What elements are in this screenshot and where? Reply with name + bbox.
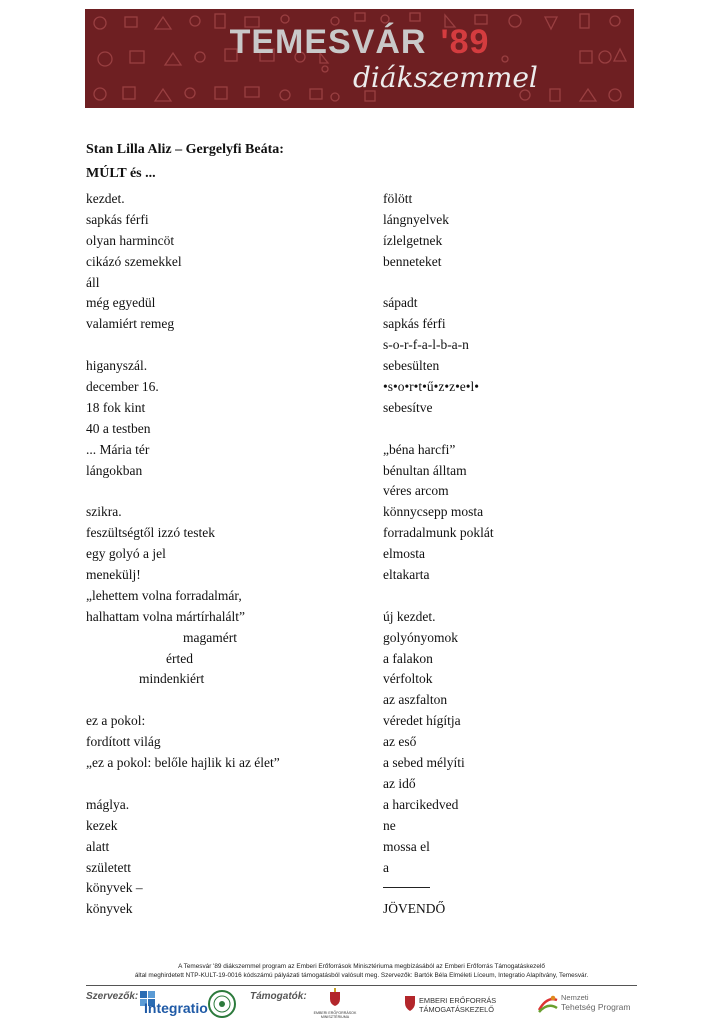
footer-line-2: által meghirdetett NTP-KULT-19-0016 kódszámú pályázati támogatásból valósult meg. Szervezők: Bartók Béla Elméleti Líceum, Integratio Alapítvány, Temesvár.	[134, 972, 589, 979]
poem-line: cikázó szemekkel	[86, 253, 182, 269]
poem-line: ízlelgetnek	[383, 232, 443, 248]
poem-line: sápadt	[383, 295, 418, 311]
header-banner	[85, 9, 634, 108]
ministry-name-2: MINISZTÉRIUMA	[320, 1015, 350, 1019]
poem-line: sapkás férfi	[86, 211, 149, 227]
poem-line: 40 a testben	[86, 420, 151, 436]
banner-title	[85, 23, 634, 62]
poem-line: érted	[166, 650, 193, 666]
poem-line: egy golyó a jel	[86, 546, 166, 562]
ntp-logo	[537, 992, 637, 1018]
poem-line: mindenkiért	[139, 671, 205, 687]
poem-line: halhattam volna mártírhalált”	[86, 608, 245, 624]
footer-line-1: A Temesvár '89 diákszemmel program az Emberi Erőforrások Minisztériuma megbízásából az Emberi Erőforrás Támogatáskezelő	[178, 963, 545, 970]
poem-line: benneteket	[383, 253, 442, 269]
poem-line: áll	[86, 274, 100, 290]
poem-line	[383, 419, 494, 440]
ministry-name-1: EMBERI ERŐFORRÁSOK	[313, 1011, 357, 1015]
sponsors-label: Támogatók:	[250, 991, 307, 1002]
poem-line: JÖVENDŐ	[383, 901, 446, 917]
poem-line: fölött	[383, 191, 413, 206]
poem-line: szikra.	[86, 504, 122, 520]
poem-line: véredet hígítja	[383, 713, 461, 729]
poem-line: új kezdet.	[383, 608, 436, 624]
poem-line: lángnyelvek	[383, 211, 449, 227]
poem-line: született	[86, 859, 131, 875]
poem-line: forradalmunk poklát	[383, 525, 494, 541]
poem-line: „lehettem volna forradalmár,	[86, 587, 242, 603]
poem-line: alatt	[86, 838, 110, 854]
poem-right-column	[383, 189, 494, 920]
poem-line: sebesülten	[383, 358, 440, 374]
ntp-figure-icon	[537, 994, 559, 1014]
poem-line: magamért	[183, 629, 237, 645]
banner-title-main: TEMESVÁR	[229, 23, 427, 61]
poem-line: könnycsepp mosta	[383, 504, 484, 520]
integratio-wordmark: Integratio	[144, 1000, 208, 1016]
poem-line: sebesítve	[383, 399, 433, 415]
poem-line: a falakon	[383, 650, 433, 666]
poem-line	[86, 690, 280, 711]
banner-title-year: '89	[440, 23, 490, 61]
poem-line: „béna harcfi”	[383, 441, 456, 457]
poem-line: valamiért remeg	[86, 316, 175, 332]
poem-line	[383, 586, 494, 607]
poem-line: bénultan álltam	[383, 462, 467, 478]
poem-line: s-o-r-f-a-l-b-a-n	[383, 337, 469, 353]
poem-line: a	[383, 859, 389, 875]
poem-line: lángokban	[86, 462, 143, 478]
poem-line: elmosta	[383, 546, 425, 562]
poem-line: eltakarta	[383, 567, 430, 583]
ntp-name-1: Nemzeti	[561, 993, 589, 1002]
poem-line: könyvek –	[86, 880, 143, 896]
emet-shield-icon	[404, 994, 416, 1012]
emet-name-1: EMBERI ERŐFORRÁS	[419, 996, 497, 1005]
poem-line	[86, 481, 280, 502]
poem-line: olyan harmincöt	[86, 232, 175, 248]
footer-divider	[86, 985, 637, 986]
poem-line: vérfoltok	[383, 671, 433, 687]
poem-line: golyónyomok	[383, 629, 459, 645]
poem-line: az aszfalton	[383, 692, 448, 708]
banner-subtitle: diákszemmel	[353, 61, 538, 94]
poem-line: mossa el	[383, 838, 430, 854]
poem-line: a sebed mélyíti	[383, 755, 465, 771]
poem-line: feszültségtől izzó testek	[86, 525, 215, 541]
emet-name-2: TÁMOGATÁSKEZELŐ	[419, 1005, 495, 1014]
poem-line: kezek	[86, 817, 118, 833]
poem-line: kezdet.	[86, 191, 125, 206]
poem-line	[383, 273, 494, 294]
poem-title: MÚLT és ...	[86, 166, 156, 181]
poem-line: december 16.	[86, 379, 159, 395]
school-seal-icon	[207, 989, 237, 1019]
poem-line: ... Mária tér	[86, 441, 150, 457]
integratio-logo	[138, 989, 208, 1019]
poem-line: az eső	[383, 734, 417, 750]
poem-line	[86, 774, 280, 795]
organizers-label: Szervezők:	[86, 991, 139, 1002]
ntp-name-2: Tehetség Program	[561, 1002, 631, 1012]
poem-line	[383, 878, 494, 899]
poem-line: „ez a pokol: belőle hajlik ki az élet”	[86, 755, 280, 771]
poem-line: ne	[383, 817, 396, 833]
poem-line: az idő	[383, 775, 416, 791]
hungarian-coat-of-arms-icon	[328, 988, 342, 1006]
poem-line: véres arcom	[383, 483, 449, 499]
poem-line: máglya.	[86, 796, 130, 812]
poem-line: 18 fok kint	[86, 399, 146, 415]
emet-logo	[404, 994, 504, 1018]
poem-line: •s•o•r•t•ű•z•z•e•l•	[383, 379, 479, 395]
ministry-logo	[310, 988, 360, 1022]
poem-line: ez a pokol:	[86, 713, 146, 729]
poem-left-column	[86, 189, 280, 920]
underline-blank	[383, 887, 430, 888]
poem-line	[86, 335, 280, 356]
poem-line: a harcikedved	[383, 796, 459, 812]
poem-line: fordított világ	[86, 734, 161, 750]
author-line: Stan Lilla Aliz – Gergelyfi Beáta:	[86, 142, 284, 157]
poem-line: sapkás férfi	[383, 316, 446, 332]
poem-line: menekülj!	[86, 567, 141, 583]
footer-credits	[86, 962, 637, 980]
poem-line: még egyedül	[86, 295, 156, 311]
poem-line: higanyszál.	[86, 358, 148, 374]
poem-line: könyvek	[86, 901, 133, 917]
